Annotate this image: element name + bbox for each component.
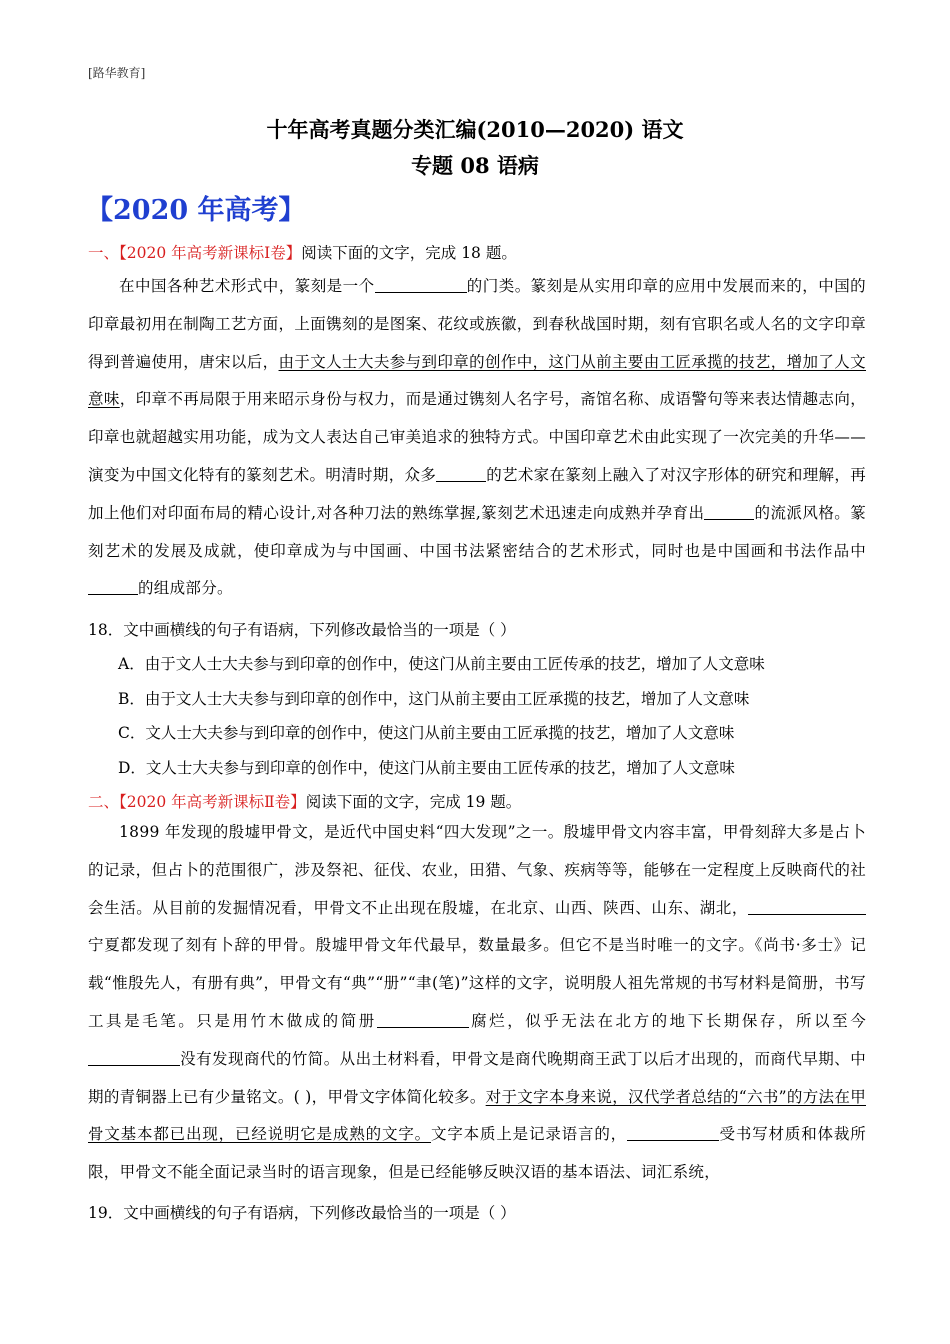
passage-1-text: 的门类。篆刻是从实用印章的应用中发展而来的，中国的印章最初用在制陶工艺方面，上面镌刻的是图案、花纹或族徽，到春秋战国时期，刻有官职名或人名的文字印章得到普遍使用，唐宋以后，	[88, 277, 866, 371]
passage-1-text: 的组成部分。	[138, 579, 233, 598]
passage-1-text: 的流派风格。篆刻艺术的发展及成就，使印章成为与中国画、中国书法紧密结合的艺术形式，同时也是中国画和书法作品中	[88, 503, 866, 560]
question-1-number: 一、	[88, 244, 120, 262]
question-2-number: 二、	[88, 793, 120, 811]
question-18-stem: 18．文中画横线的句子有语病，下列修改最恰当的一项是（ ）	[88, 621, 516, 639]
passage-1-text: 的艺术家在篆刻上融入了对汉字形体的研究和理解，再加上他们对印面布局的精心设计,对各种刀法的熟练掌握,篆刻艺术迅速走向成熟并孕育出	[88, 465, 866, 522]
fill-blank	[375, 277, 467, 294]
fill-blank	[704, 503, 754, 520]
passage-2-text: 没有发现商代的竹简。从出土材料看，甲骨文是商代晚期商王武丁以后才出现的，而商代早期、中期的青铜器上已有少量铭文。( )，甲骨文字体简化较多。	[88, 1049, 866, 1106]
passage-2-text: 1899 年发现的殷墟甲骨文，是近代中国史料“四大发现”之一。殷墟甲骨文内容丰富，甲骨刻辞大多是占卜的记录，但占卜的范围很广，涉及祭祀、征伐、农业，田猎、气象、疾病等等，能够在一定程度上反映商代的社会生活。从目前的发掘情况看，甲骨文不止出现在殷墟，在北京、山西、陕西、山东、湖北，	[88, 823, 866, 917]
question-1-source: 【2020 年高考新课标Ⅰ卷】	[119, 244, 302, 262]
section-header: 【2020 年高考】	[86, 195, 306, 226]
underlined-sentence: 由于文人士大夫参与到印章的创作中，这门从前主要由工匠承揽的技艺，增加了人文意味	[88, 352, 866, 409]
fill-blank	[436, 465, 486, 482]
document-title: 十年高考真题分类汇编(2010—2020) 语文	[266, 117, 684, 142]
header-tag: [路华教育]	[88, 66, 146, 80]
option-d: D．文人士大夫参与到印章的创作中，使这门从前主要由工匠传承的技艺，增加了人文意味	[118, 759, 735, 777]
question-2-source: 【2020 年高考新课标Ⅱ卷】	[119, 793, 306, 811]
passage-1-text: ，印章不再局限于用来昭示身份与权力，而是通过镌刻人名字号，斋馆名称、成语警句等来表达情趣志向，印章也就超越实用功能，成为文人表达自己审美追求的独特方式。中国印章艺术由此实现了一次完美的升华——演变为中国文化特有的篆刻艺术。明清时期，众多	[88, 390, 866, 484]
passage-1-text: 在中国各种艺术形式中，篆刻是一个	[119, 277, 375, 295]
fill-blank	[88, 1049, 180, 1066]
question-1-instruction: 阅读下面的文字，完成 18 题。	[301, 244, 517, 262]
passage-2	[88, 814, 866, 1192]
passage-2-text: 腐烂，似乎无法在北方的地下长期保存，所以至今	[468, 1011, 866, 1030]
option-a: A．由于文人士大夫参与到印章的创作中，使这门从前主要由工匠传承的技艺，增加了人文意味	[118, 655, 765, 673]
underlined-sentence: 对于文字本身来说，汉代学者总结的“六书”的方法在甲骨文基本都已出现，已经说明它是成熟的文字。	[88, 1087, 866, 1144]
fill-blank	[627, 1125, 719, 1142]
passage-1	[88, 268, 866, 608]
fill-blank	[748, 898, 866, 915]
passage-2-text: 文字本质上是记录语言的，	[431, 1125, 627, 1144]
option-c: C．文人士大夫参与到印章的创作中，使这门从前主要由工匠承揽的技艺，增加了人文意味	[118, 724, 735, 742]
option-b: B．由于文人士大夫参与到印章的创作中，这门从前主要由工匠承揽的技艺，增加了人文意味	[118, 690, 750, 708]
question-1-heading	[88, 241, 517, 263]
question-2-instruction: 阅读下面的文字，完成 19 题。	[305, 793, 522, 811]
passage-2-text: 宁夏都发现了刻有卜辞的甲骨。殷墟甲骨文年代最早，数量最多。但它不是当时唯一的文字。《尚书·多士》记载“惟殷先人，有册有典”，甲骨文有“典”“册”“聿(笔)”这样的文字，说明殷人祖先常规的书写材料是简册，书写工具是毛笔。只是用竹木做成的简册	[88, 936, 866, 1030]
question-19-stem: 19．文中画横线的句子有语病，下列修改最恰当的一项是（ ）	[88, 1204, 516, 1222]
question-2-heading	[88, 790, 521, 812]
passage-2-text: 受书写材质和体裁所限，甲骨文不能全面记录当时的语言现象，但是已经能够反映汉语的基本语法、词汇系统，	[88, 1125, 866, 1182]
fill-blank	[88, 579, 138, 596]
document-subtitle: 专题 08 语病	[411, 153, 539, 178]
fill-blank	[377, 1011, 469, 1028]
